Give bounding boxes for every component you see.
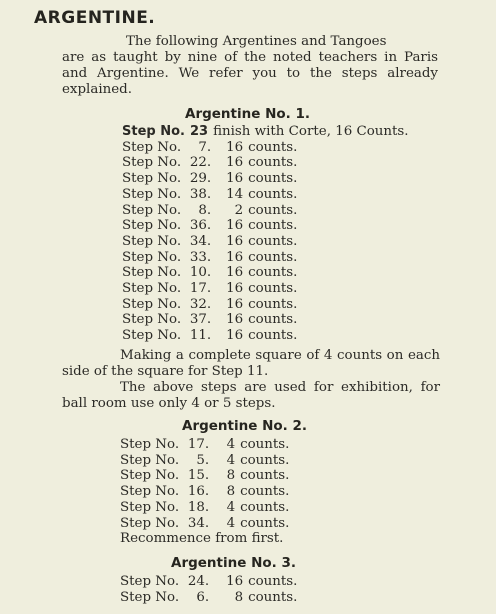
step-label: Step No. <box>120 589 180 605</box>
step-count: 16 <box>226 328 244 344</box>
step-label: Step No. <box>122 249 182 265</box>
step-row <box>122 312 409 328</box>
step-label: Step No. <box>122 281 182 297</box>
step-unit: counts. <box>248 218 298 234</box>
step-number: 29. <box>189 171 212 187</box>
step-unit: counts. <box>248 186 298 202</box>
step-number: 16. <box>187 484 210 500</box>
step-label: Step No. <box>120 437 180 452</box>
step-unit: counts. <box>240 468 290 484</box>
step-label: Step No. <box>122 139 182 155</box>
step-label: Step No. <box>122 171 182 187</box>
step-row <box>120 500 289 516</box>
step-count: 16 <box>226 218 244 234</box>
step-unit: counts. <box>248 265 298 281</box>
step-count: 16 <box>226 155 244 171</box>
step-count: 16 <box>226 139 244 155</box>
step-number: 33. <box>189 249 212 265</box>
step-row <box>122 234 409 250</box>
step-number: 38. <box>189 186 212 202</box>
step-count: 16 <box>226 574 244 589</box>
step-number: 17. <box>187 437 210 452</box>
step-count: 4 <box>226 515 236 531</box>
intro-rest: are as taught by nine of the noted teachers in Paris and Argentine. We refer you to the steps already explained. <box>62 50 438 97</box>
step-row <box>122 265 409 281</box>
step-row <box>122 218 409 234</box>
step-unit: counts. <box>240 452 290 468</box>
step-unit: counts. <box>248 589 298 605</box>
step-label: Step No. <box>122 155 182 171</box>
step-label: Step No. <box>120 468 180 484</box>
step-number: 5. <box>196 452 210 468</box>
step-count: 16 <box>226 296 244 312</box>
step-label: Step No. <box>122 233 182 249</box>
step-row <box>122 297 409 313</box>
step-row <box>120 453 289 469</box>
step-unit: counts. <box>248 249 298 265</box>
intro-paragraph <box>62 34 438 98</box>
step-unit: counts. <box>240 484 290 500</box>
step-row <box>122 187 409 203</box>
step-number: 17. <box>189 281 212 297</box>
step-unit: counts. <box>240 437 290 452</box>
step-unit: counts. <box>248 312 298 328</box>
section-1-steps <box>122 124 409 344</box>
step-count: 2 <box>234 202 244 218</box>
step-unit: counts. <box>248 171 298 187</box>
step-label: Step No. <box>122 265 182 281</box>
step-count: 8 <box>234 589 244 605</box>
step-row <box>122 250 409 266</box>
step-number: 11. <box>189 328 212 344</box>
step-count: 16 <box>226 265 244 281</box>
step-row <box>120 437 289 453</box>
page-title: ARGENTINE. <box>34 8 156 28</box>
step-unit: counts. <box>248 139 298 155</box>
step-unit: counts. <box>248 202 298 218</box>
step-unit: counts. <box>248 328 298 344</box>
step-row <box>120 590 297 606</box>
step-number: 6. <box>196 589 210 605</box>
step-unit: counts. <box>240 499 290 515</box>
step-label: Step No. <box>122 296 182 312</box>
step-label: Step No. <box>120 452 180 468</box>
step-row <box>120 484 289 500</box>
step-row <box>122 140 409 156</box>
step-count: 8 <box>226 468 236 484</box>
step-row <box>122 155 409 171</box>
step-number: 37. <box>189 312 212 328</box>
step-row <box>120 516 289 532</box>
step-number: 34. <box>187 515 210 531</box>
step-number: 36. <box>189 218 212 234</box>
step-number: 22. <box>189 155 212 171</box>
step-label: Step No. <box>120 499 180 515</box>
step-label: Step No. <box>122 218 182 234</box>
step-row <box>122 281 409 297</box>
step-label: Step No. <box>122 186 182 202</box>
step-number: 7. <box>198 139 212 155</box>
section-3-heading: Argentine No. 3. <box>171 555 297 571</box>
step-count: 4 <box>226 452 236 468</box>
step-count: 16 <box>226 233 244 249</box>
step-unit: counts. <box>248 155 298 171</box>
step-number: 10. <box>189 265 212 281</box>
step-count: 4 <box>226 437 236 452</box>
step-number: 8. <box>198 202 212 218</box>
section-1-heading: Argentine No. 1. <box>185 106 311 122</box>
step-number: 15. <box>187 468 210 484</box>
step-unit: counts. <box>240 515 290 531</box>
step-unit: counts. <box>248 574 298 589</box>
step-row <box>122 203 409 219</box>
step-count: 16 <box>226 281 244 297</box>
section-2-heading: Argentine No. 2. <box>182 418 308 434</box>
step-row <box>120 468 289 484</box>
step-label: Step No. <box>122 124 185 139</box>
step-row <box>122 171 409 187</box>
step-row <box>122 328 409 344</box>
section-3-steps <box>120 574 297 605</box>
section-1-note-2: The above steps are used for exhibition, for ball room use only 4 or 5 steps. <box>62 380 440 411</box>
step-label: Step No. <box>122 328 182 344</box>
section-1-note-1: Making a complete square of 4 counts on each side of the square for Step 11. <box>62 348 440 379</box>
step-count: 14 <box>226 186 244 202</box>
step-count: 16 <box>226 171 244 187</box>
step-unit: counts. <box>248 296 298 312</box>
step-row <box>120 574 297 590</box>
step-label: Step No. <box>120 574 180 589</box>
step-label: Step No. <box>120 484 180 500</box>
step-number: 24. <box>187 574 210 589</box>
step-description: finish with Corte, 16 Counts. <box>213 124 409 139</box>
section-2-steps <box>120 437 289 547</box>
step-label: Step No. <box>122 202 182 218</box>
step-number: 18. <box>187 499 210 515</box>
step-unit: counts. <box>248 233 298 249</box>
recommence-note: Recommence from first. <box>120 531 284 547</box>
step-count: 16 <box>226 312 244 328</box>
step-number: 34. <box>189 233 212 249</box>
step-label: Step No. <box>122 312 182 328</box>
step-number: 23 <box>189 124 209 139</box>
step-number: 32. <box>189 296 212 312</box>
step-count: 4 <box>226 499 236 515</box>
step-count: 16 <box>226 249 244 265</box>
step-unit: counts. <box>248 281 298 297</box>
step-row-first <box>122 124 409 140</box>
step-count: 8 <box>226 484 236 500</box>
intro-first-line: The following Argentines and Tangoes <box>126 34 387 49</box>
step-label: Step No. <box>120 515 180 531</box>
